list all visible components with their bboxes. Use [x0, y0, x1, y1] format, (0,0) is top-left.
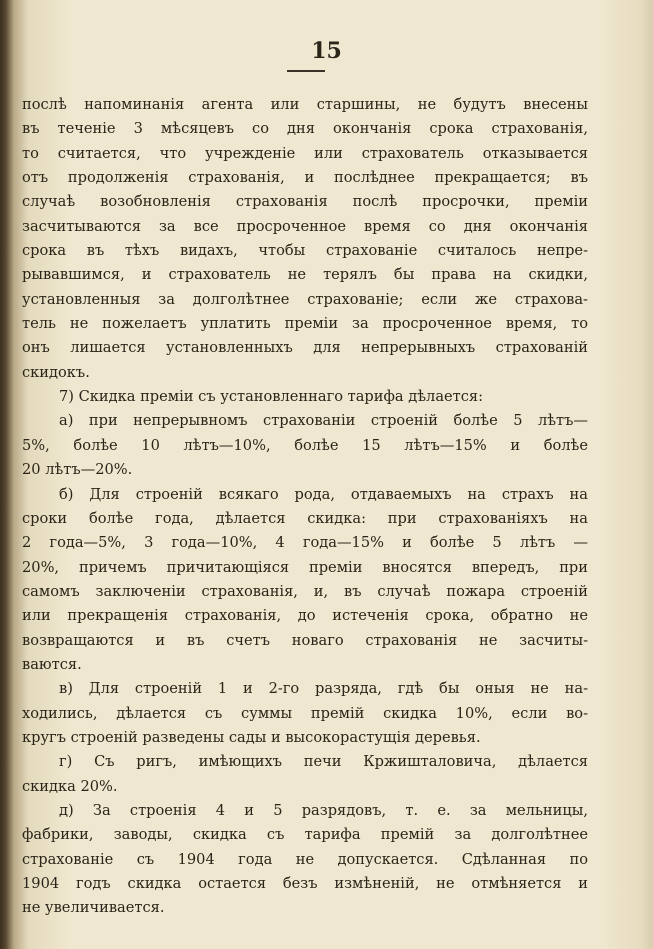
text-line: 2 года—5%, 3 года—10%, 4 года—15% и болѣе 5 лѣтъ — [22, 534, 588, 552]
text-line: тель не пожелаетъ уплатить преміи за просроченное время, то [22, 315, 588, 333]
text-line: не увеличивается. [22, 899, 165, 917]
text-line: г) Съ ригъ, имѣющихъ печи Кржиштaловича, дѣлается [59, 753, 588, 771]
text-line: случаѣ возобновленія страхованія послѣ просрочки, преміи [22, 193, 588, 211]
text-line: сроки болѣе года, дѣлается скидка: при страхованіяхъ на [22, 509, 588, 527]
text-line: 7) Скидка преміи съ установленнаго тарифа дѣлается: [59, 388, 484, 406]
text-line: фабрики, заводы, скидка съ тарифа премій за долголѣтнее [22, 826, 588, 844]
page-number-rule [287, 70, 325, 72]
text-line: скидка 20%. [22, 777, 118, 795]
text-line: срока въ тѣхъ видахъ, чтобы страхованіе считалось непре- [22, 242, 588, 260]
text-line: 20 лѣтъ—20%. [22, 461, 133, 479]
text-line: в) Для строеній 1 и 2-го разряда, гдѣ бы оныя не на- [59, 680, 588, 698]
text-line: скидокъ. [22, 363, 90, 381]
text-line: 1904 годъ скидка остается безъ измѣненій, не отмѣняется и [22, 875, 588, 892]
text-line: кругъ строеній разведены сады и высокорастущія деревья. [22, 728, 481, 746]
text-line: онъ лишается установленныхъ для непрерывныхъ страхованій [22, 339, 588, 357]
text-line: возвращаются и въ счетъ новаго страхованія не засчиты- [22, 631, 588, 649]
text-line: самомъ заключеніи страхованія, и, въ случаѣ пожара строеній [22, 582, 588, 600]
page-number: 15 [311, 38, 342, 64]
text-line: а) при непрерывномъ страхованіи строеній болѣе 5 лѣтъ— [59, 412, 588, 430]
text-line: страхованіе съ 1904 года не допускается. Сдѣланная по [22, 850, 588, 868]
text-line: отъ продолженія страхованія, и послѣднее прекращается; въ [22, 169, 588, 187]
text-line: 20%, причемъ причитающіяся преміи вносятся впередъ, при [22, 558, 588, 576]
text-line: въ теченіе 3 мѣсяцевъ со дня окончанія срока страхованія, [22, 120, 588, 138]
text-line: то считается, что учрежденіе или страхователь отказывается [22, 144, 588, 162]
body-text [22, 93, 588, 921]
text-line: установленныя за долголѣтнее страхованіе; если же страхова- [22, 290, 588, 308]
text-line: ваются. [22, 655, 82, 673]
text-line: ходились, дѣлается съ суммы премій скидка 10%, если во- [22, 704, 588, 722]
text-line: рывавшимся, и страхователь не терялъ бы права на скидки, [22, 266, 588, 284]
text-line: послѣ напоминанія агента или старшины, не будутъ внесены [22, 96, 588, 113]
text-line: или прекращенія страхованія, до истеченія срока, обратно не [22, 607, 588, 625]
text-line: б) Для строеній всякаго рода, отдаваемыхъ на страхъ на [59, 485, 588, 503]
text-line: 5%, болѣе 10 лѣтъ—10%, болѣе 15 лѣтъ—15% и болѣе [22, 436, 588, 454]
text-line: д) За строенія 4 и 5 разрядовъ, т. е. за мельницы, [59, 801, 588, 819]
text-line: засчитываются за все просроченное время со дня окончанія [22, 217, 588, 235]
